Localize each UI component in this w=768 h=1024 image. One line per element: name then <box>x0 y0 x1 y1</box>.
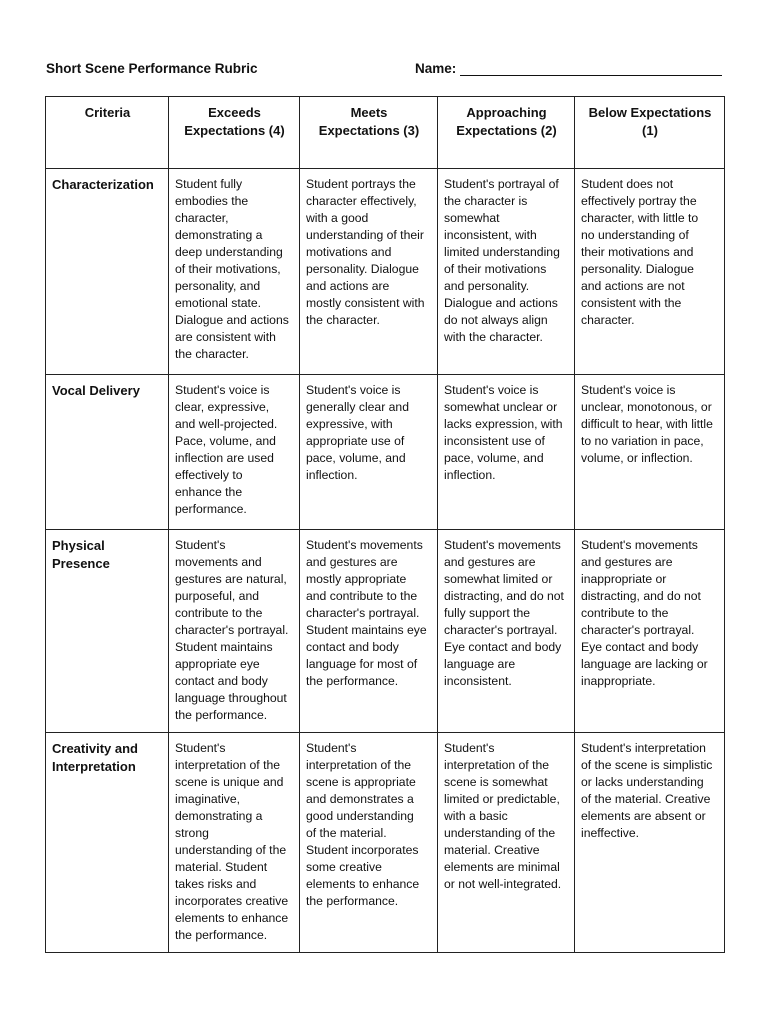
rubric-cell: Student's interpretation of the scene is unique and imaginative, demonstrating a strong understanding of the material. Student takes risks and incorporates creative elements to enhance the performance. <box>169 733 300 953</box>
rubric-cell: Student fully embodies the character, demonstrating a deep understanding of their motivations, personality, and emotional state. Dialogue and actions are consistent with the character. <box>169 169 300 375</box>
rubric-cell: Student's portrayal of the character is somewhat inconsistent, with limited understanding of their motivations and personality. Dialogue and actions do not always align with the character. <box>438 169 575 375</box>
column-header-criteria: Criteria <box>46 97 169 169</box>
rubric-cell: Student's interpretation of the scene is appropriate and demonstrates a good understanding of the material. Student incorporates some creative elements to enhance the performance. <box>300 733 438 953</box>
column-header-meets: Meets Expectations (3) <box>300 97 438 169</box>
rubric-cell: Student's movements and gestures are somewhat limited or distracting, and do not fully support the character's portrayal. Eye contact and body language are inconsistent. <box>438 530 575 733</box>
criteria-cell: Creativity and Interpretation <box>46 733 169 953</box>
criteria-cell: Physical Presence <box>46 530 169 733</box>
name-blank-line <box>460 61 722 76</box>
table-row <box>46 375 725 530</box>
rubric-cell: Student's movements and gestures are mostly appropriate and contribute to the character's portrayal. Student maintains eye contact and body language for most of the performance. <box>300 530 438 733</box>
criteria-cell: Characterization <box>46 169 169 375</box>
rubric-cell: Student's movements and gestures are natural, purposeful, and contribute to the character's portrayal. Student maintains appropriate eye contact and body language throughout the performance. <box>169 530 300 733</box>
rubric-cell: Student's voice is unclear, monotonous, or difficult to hear, with little to no variation in pace, volume, or inflection. <box>575 375 725 530</box>
rubric-cell: Student's movements and gestures are inappropriate or distracting, and do not contribute to the character's portrayal. Eye contact and body language are lacking or inappropriate. <box>575 530 725 733</box>
rubric-cell: Student's voice is clear, expressive, and well-projected. Pace, volume, and inflection are used effectively to enhance the performance. <box>169 375 300 530</box>
document-title: Short Scene Performance Rubric <box>46 61 258 76</box>
table-row <box>46 169 725 375</box>
column-header-exceeds: Exceeds Expectations (4) <box>169 97 300 169</box>
document-header <box>46 61 724 81</box>
column-header-below: Below Expectations (1) <box>575 97 725 169</box>
rubric-table <box>45 96 725 953</box>
rubric-cell: Student's interpretation of the scene is simplistic or lacks understanding of the material. Creative elements are absent or ineffective. <box>575 733 725 953</box>
header-row <box>46 97 725 169</box>
rubric-cell: Student's voice is generally clear and expressive, with appropriate use of pace, volume, and inflection. <box>300 375 438 530</box>
rubric-cell: Student's interpretation of the scene is somewhat limited or predictable, with a basic understanding of the material. Creative elements are minimal or not well-integrated. <box>438 733 575 953</box>
rubric-cell: Student portrays the character effectively, with a good understanding of their motivations and personality. Dialogue and actions are mostly consistent with the character. <box>300 169 438 375</box>
rubric-cell: Student's voice is somewhat unclear or lacks expression, with inconsistent use of pace, volume, and inflection. <box>438 375 575 530</box>
name-label: Name: <box>415 61 457 76</box>
criteria-cell: Vocal Delivery <box>46 375 169 530</box>
column-header-approaching: Approaching Expectations (2) <box>438 97 575 169</box>
table-row <box>46 733 725 953</box>
rubric-cell: Student does not effectively portray the character, with little to no understanding of their motivations and personality. Dialogue and actions are not consistent with the character. <box>575 169 725 375</box>
name-field <box>415 61 722 76</box>
table-row <box>46 530 725 733</box>
